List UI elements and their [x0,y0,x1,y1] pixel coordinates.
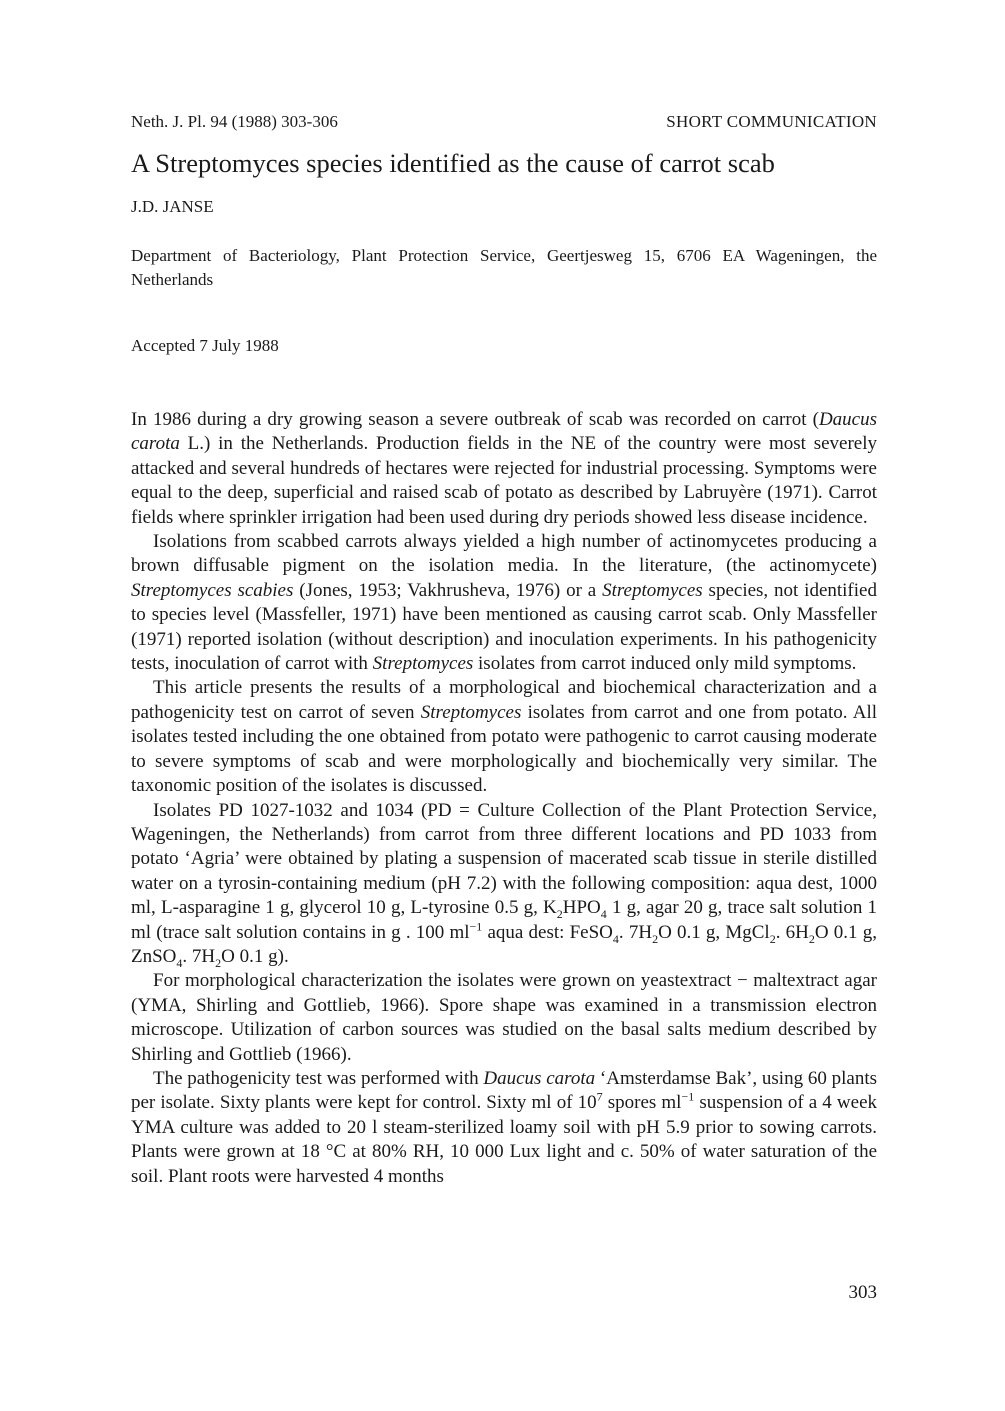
body-paragraph-6: The pathogenicity test was performed with Daucus carota ‘Amsterdamse Bak’, using 60 plants per isolate. Sixty plants were kept for control. Sixty ml of $10^7$ spores $ml^{-1}$ suspension of a 4 week YMA culture was added to 20 l steam-sterilized loamy soil with pH 5.9 prior to sowing carrots. Plants were grown at 18 °C at 80% RH, 10 000 Lux light and c. 50% of water saturation of the soil. Plant roots were harvested 4 months [131,1067,877,1187]
article-body [131,408,877,1189]
body-paragraph-4: Isolates PD 1027-1032 and 1034 (PD = Culture Collection of the Plant Protection Service, Wageningen, the Netherlands) from carrot from three different locations and PD 1033 from potato ‘Agria’ were obtained by plating a suspension of macerated scab tissue in sterile distilled water on a tyrosin-containing medium (pH 7.2) with the following composition: aqua dest, 1000 ml, L-asparagine 1 g, glycerol 10 g, L-tyrosine 0.5 g, $K_2HPO_4$ 1 g, agar 20 g, trace salt solution 1 ml (trace salt solution contains in g . 100 $ml^{-1}$ aqua dest: FeSO$_4$. $7H_2O$ 0.1 g, MgCl$_2$. $6H_2O$ 0.1 g, ZnSO$_4$. $7H_2O$ 0.1 g). [131,799,877,970]
author-name: J.D. JANSE [131,197,214,216]
accepted-date: Accepted 7 July 1988 [131,336,279,355]
page-number: 303 [848,1282,877,1303]
body-paragraph-1: In 1986 during a dry growing season a severe outbreak of scab was recorded on carrot (Daucus carota L.) in the Netherlands. Production fields in the NE of the country were most severely attacked and several hundreds of hectares were rejected for industrial processing. Symptoms were equal to the deep, superficial and raised scab of potato as described by Labruyère (1971). Carrot fields where sprinkler irrigation had been used during dry periods showed less disease incidence. [131,409,877,528]
article-title: A Streptomyces species identified as the cause of carrot scab [131,148,775,178]
author-affiliation: Department of Bacteriology, Plant Protection Service, Geertjesweg 15, 6706 EA Wageningen, the Netherlands [131,246,877,289]
journal-citation: Neth. J. Pl. 94 (1988) 303-306 [131,112,338,131]
body-paragraph-2: Isolations from scabbed carrots always yielded a high number of actinomycetes producing a brown diffusable pigment on the isolation media. In the literature, (the actinomycete) Streptomyces scabies (Jones, 1953; Vakhrusheva, 1976) or a Streptomyces species, not identified to species level (Massfeller, 1971) have been mentioned as causing carrot scab. Only Massfeller (1971) reported isolation (without description) and inoculation experiments. In his pathogenicity tests, inoculation of carrot with Streptomyces isolates from carrot induced only mild symptoms. [131,531,877,675]
body-paragraph-3: This article presents the results of a morphological and biochemical characterization and a pathogenicity test on carrot of seven Streptomyces isolates from carrot and one from potato. All isolates tested including the one obtained from potato were pathogenic to carrot causing moderate to severe symptoms of scab and were morphologically and biochemically very similar. The taxonomic position of the isolates is discussed. [131,677,878,797]
section-label: SHORT COMMUNICATION [666,112,877,131]
body-paragraph-5: For morphological characterization the isolates were grown on yeastextract − maltextract agar (YMA, Shirling and Gottlieb, 1966). Spore shape was examined in a transmission electron microscope. Utilization of carbon sources was studied on the basal salts medium described by Shirling and Gottlieb (1966). [131,970,877,1065]
